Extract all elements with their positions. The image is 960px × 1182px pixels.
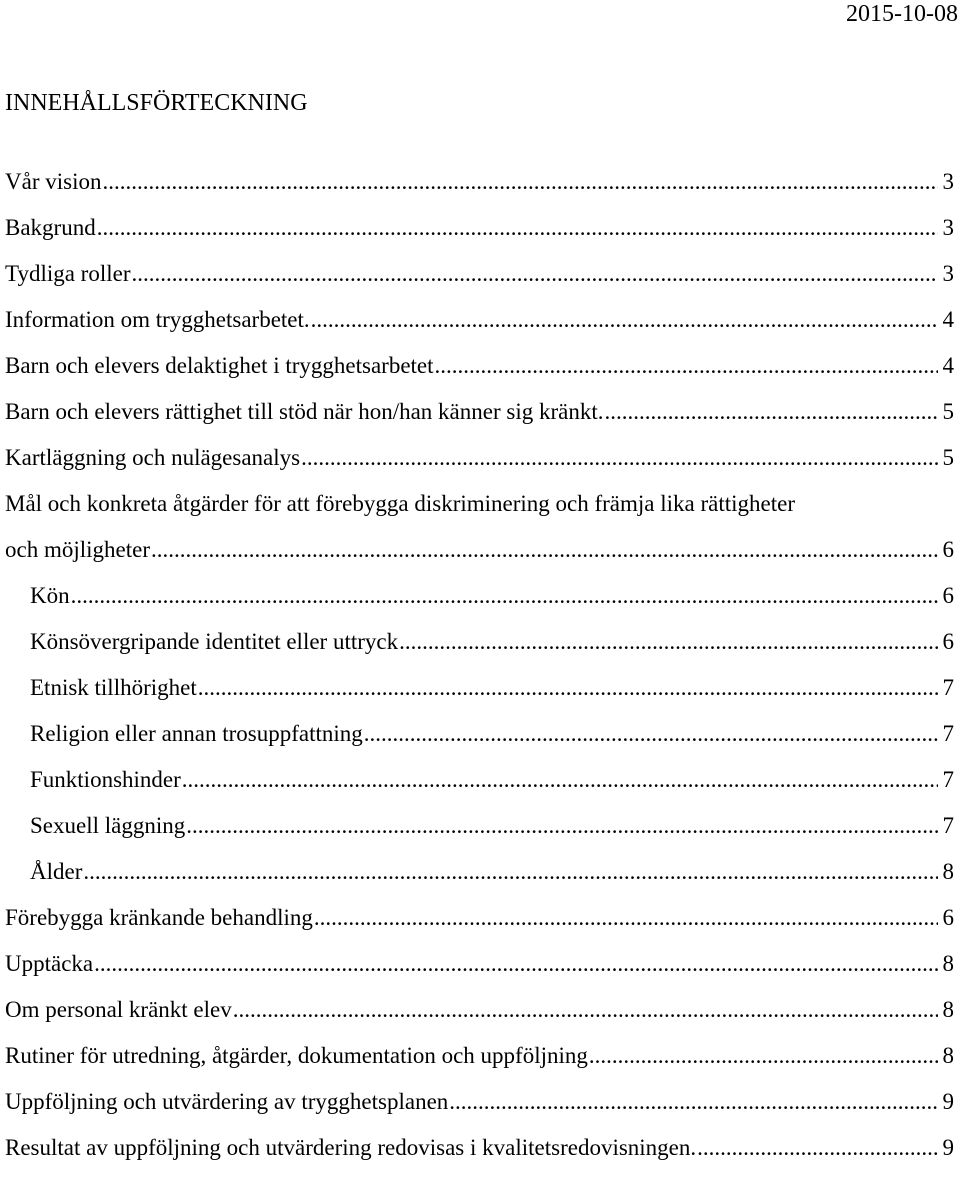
toc-leader-dots (434, 350, 938, 382)
toc-leader-dots (93, 948, 937, 980)
toc-entry-title: Förebygga kränkande behandling (5, 905, 313, 930)
toc-entry-title: Sexuell läggning (30, 813, 186, 838)
toc-entry[interactable] (0, 1132, 960, 1178)
toc-entry-page: 6 (942, 583, 954, 608)
toc-entry-title: Etnisk tillhörighet (30, 675, 197, 700)
toc-entry-title: Könsövergripande identitet eller uttryck (30, 629, 399, 654)
toc-entry-page: 9 (942, 1135, 954, 1160)
toc-leader-dots (70, 580, 938, 612)
toc-entry-title: Tydliga roller (5, 261, 131, 286)
toc-entry[interactable] (0, 166, 960, 212)
toc-subentry[interactable] (0, 672, 960, 718)
page-date: 2015-10-08 (846, 1, 958, 27)
toc-entry-first-line[interactable] (0, 488, 960, 534)
toc-leader-dots (232, 994, 938, 1026)
toc-entry[interactable] (0, 304, 960, 350)
toc-leader-dots (185, 810, 937, 842)
toc-subentry[interactable] (0, 626, 960, 672)
toc-leader-dots (96, 212, 938, 244)
toc-entry-title: och möjligheter (5, 537, 150, 562)
toc-leader-dots (398, 626, 937, 658)
toc-entry-title: Resultat av uppföljning och utvärdering redovisas i kvalitetsredovisningen. (5, 1135, 697, 1160)
toc-leader-dots (300, 442, 937, 474)
toc-leader-dots (131, 258, 938, 290)
toc-entry-page: 5 (942, 399, 954, 424)
toc-entry-title: Funktionshinder (30, 767, 181, 792)
toc-entry-title: Kartläggning och nulägesanalys (5, 445, 301, 470)
toc-entry[interactable] (0, 350, 960, 396)
toc-entry-title: Uppföljning och utvärdering av trygghetsplanen (5, 1089, 449, 1114)
toc-entry-page: 8 (942, 951, 954, 976)
toc-entry[interactable] (0, 442, 960, 488)
toc-entry-title: Rutiner för utredning, åtgärder, dokumentation och uppföljning (5, 1043, 588, 1068)
toc-leader-dots (313, 902, 938, 934)
toc-entry-title: Information om trygghetsarbetet. (5, 307, 310, 332)
toc-entry-title: Upptäcka (5, 951, 94, 976)
toc-leader-dots (696, 1132, 937, 1164)
toc-entry-page: 8 (942, 1043, 954, 1068)
toc-leader-dots (588, 1040, 938, 1072)
toc-entry[interactable] (0, 902, 960, 948)
toc-entry[interactable] (0, 994, 960, 1040)
toc-entry-page: 6 (942, 537, 954, 562)
toc-leader-dots (150, 534, 938, 566)
toc-entry[interactable] (0, 1086, 960, 1132)
table-of-contents (0, 166, 960, 1178)
toc-entry-page: 7 (942, 675, 954, 700)
toc-entry-title: Vår vision (5, 169, 102, 194)
toc-entry-page: 6 (942, 905, 954, 930)
toc-subentry[interactable] (0, 856, 960, 902)
toc-leader-dots (82, 856, 937, 888)
toc-leader-dots (363, 718, 938, 750)
toc-entry-page: 7 (942, 813, 954, 838)
toc-leader-dots (181, 764, 938, 796)
toc-leader-dots (197, 672, 938, 704)
toc-entry-title: Om personal kränkt elev (5, 997, 232, 1022)
toc-entry-title: Religion eller annan trosuppfattning (30, 721, 363, 746)
toc-entry-page: 7 (942, 767, 954, 792)
toc-entry-title: Barn och elevers rättighet till stöd när hon/han känner sig kränkt. (5, 399, 604, 424)
toc-leader-dots (310, 304, 938, 336)
toc-entry[interactable] (0, 534, 960, 580)
toc-entry[interactable] (0, 258, 960, 304)
toc-entry-page: 3 (942, 169, 954, 194)
toc-entry-page: 8 (942, 859, 954, 884)
toc-entry[interactable] (0, 1040, 960, 1086)
toc-subentry[interactable] (0, 810, 960, 856)
toc-subentry[interactable] (0, 764, 960, 810)
toc-entry-page: 5 (942, 445, 954, 470)
toc-entry-page: 3 (942, 261, 954, 286)
toc-leader-dots (101, 166, 937, 198)
toc-entry[interactable] (0, 396, 960, 442)
toc-leader-dots (448, 1086, 937, 1118)
toc-leader-dots (603, 396, 937, 428)
toc-entry-page: 4 (942, 307, 954, 332)
toc-heading: INNEHÅLLSFÖRTECKNING (5, 90, 308, 116)
toc-entry-title-line1: Mål och konkreta åtgärder för att förebygga diskriminering och främja lika rättigheter (5, 491, 795, 516)
toc-entry-title: Kön (30, 583, 70, 608)
toc-entry-page: 8 (942, 997, 954, 1022)
toc-entry-title: Ålder (30, 859, 83, 884)
toc-entry-title: Barn och elevers delaktighet i trygghetsarbetet (5, 353, 434, 378)
toc-entry-page: 9 (942, 1089, 954, 1114)
toc-subentry[interactable] (0, 580, 960, 626)
toc-entry[interactable] (0, 212, 960, 258)
toc-entry-page: 7 (942, 721, 954, 746)
toc-entry-title: Bakgrund (5, 215, 96, 240)
toc-entry[interactable] (0, 948, 960, 994)
toc-entry-page: 4 (942, 353, 954, 378)
toc-entry-page: 3 (942, 215, 954, 240)
toc-entry-page: 6 (942, 629, 954, 654)
toc-subentry[interactable] (0, 718, 960, 764)
